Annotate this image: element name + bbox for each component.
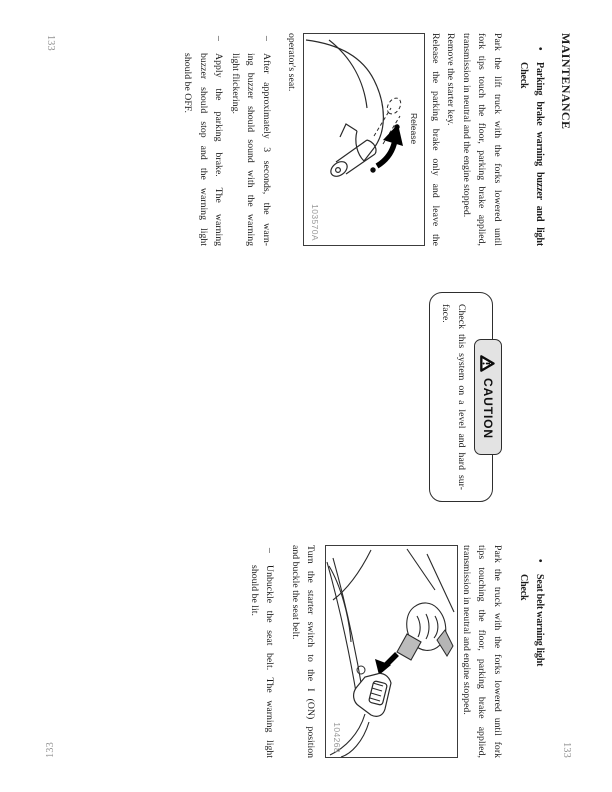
section-heading-line: Seat belt warning light	[534, 574, 545, 667]
page-number-top-right: 133	[561, 742, 572, 758]
text-line: should be OFF.	[182, 53, 194, 113]
figure-id: 104268	[332, 722, 342, 753]
figure-seat-belt	[326, 545, 459, 758]
section-heading-line: Check	[518, 574, 530, 601]
section-heading-line: Parking brake warning buzzer and light	[534, 62, 545, 246]
dash-bullet: –	[264, 548, 276, 553]
bullet-icon: •	[534, 47, 545, 51]
release-arrow	[378, 140, 396, 166]
caution-text	[438, 304, 469, 490]
seat-belt-illustration	[327, 546, 458, 757]
paragraph	[288, 545, 319, 758]
text-line: Check this system on a level and hard sur-	[456, 304, 467, 490]
text-line: face.	[440, 304, 452, 323]
text-line: Turn the starter switch to the I (ON) position	[305, 545, 317, 758]
caution-label: CAUTION	[481, 378, 495, 439]
bullet-icon: •	[534, 559, 545, 563]
warning-triangle-icon	[481, 355, 496, 372]
figure-id: 103570A	[310, 204, 320, 241]
text-line: transmission in neutral and engine stopped.	[461, 545, 472, 715]
column-parking-brake-section	[180, 33, 572, 246]
column-seat-belt-section	[247, 545, 573, 758]
text-line: transmission in neutral and the engine stopped.	[461, 33, 472, 218]
text-line: tips touching the floor, parking brake applied,	[476, 545, 488, 758]
dash-bullet: –	[213, 36, 225, 41]
text-line: Park the lift truck with the forks lowered until	[492, 33, 503, 246]
text-line: Unbuckle the seat belt. The warning light	[264, 565, 276, 758]
text-line: Release the parking brake only and leave the	[430, 33, 441, 246]
dash-list-item	[228, 33, 275, 246]
page-number-bottom-left: 133	[45, 35, 56, 51]
dash-list-item	[247, 545, 278, 758]
page-number-bottom-right-inverted: 133	[45, 742, 56, 758]
paragraph	[459, 545, 506, 758]
section-heading-parking-brake	[516, 33, 547, 246]
section-heading-line: Check	[518, 62, 530, 89]
section-heading-seat-belt	[516, 545, 547, 758]
dash-bullet: –	[261, 36, 272, 41]
paragraph	[284, 33, 300, 246]
text-line: Park the truck with the forks lowered until fork	[492, 545, 503, 758]
text-line: should be lit.	[249, 565, 260, 616]
release-callout-label: Release	[409, 113, 420, 145]
text-line: fork tips touch the floor, parking brake applied,	[476, 33, 488, 246]
paragraph	[428, 33, 506, 246]
buckle-arrow	[387, 654, 398, 665]
text-line: light flickering.	[230, 53, 241, 114]
text-line: operator's seat.	[286, 33, 298, 92]
caution-tab	[474, 339, 502, 455]
text-line: Remove the starter key.	[445, 33, 457, 126]
text-line: buzzer should stop and the warning light	[198, 53, 209, 246]
text-line: Apply the parking brake. The warning	[213, 53, 225, 246]
text-line: ing buzzer should sound with the warning	[245, 53, 257, 246]
dash-list-item	[180, 33, 227, 246]
figure-parking-brake	[304, 33, 426, 246]
text-line: and buckle the seat belt.	[290, 545, 301, 640]
text-line: After approximately 3 seconds, the warn-	[261, 53, 272, 246]
caution-box	[429, 292, 493, 502]
page-title: MAINTENANCE	[559, 33, 573, 130]
